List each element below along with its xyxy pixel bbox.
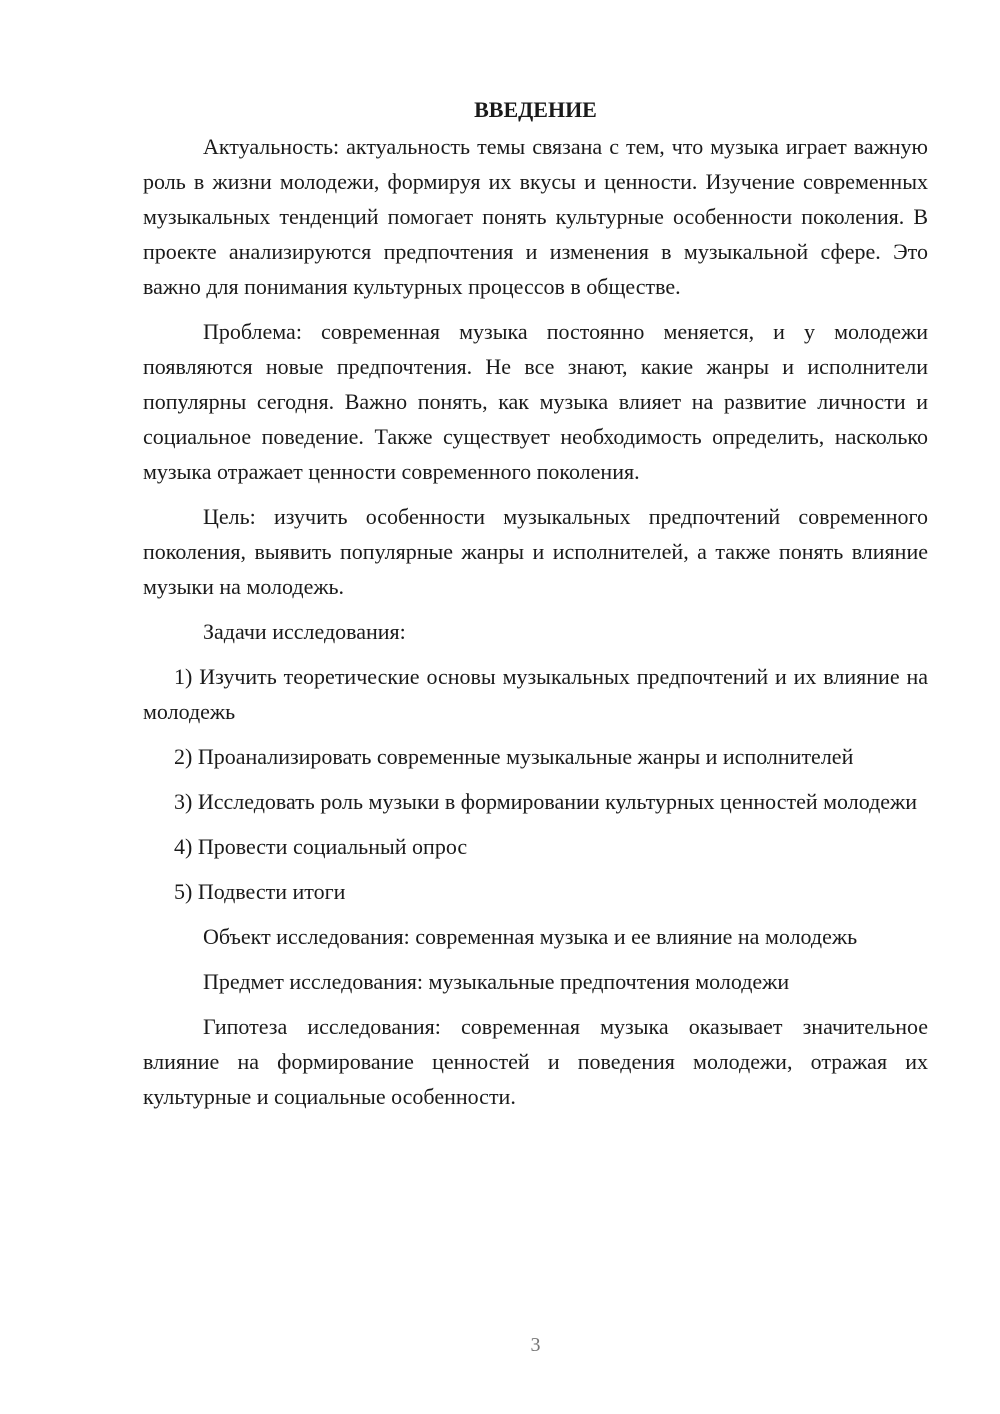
tasks-heading: Задачи исследования: — [203, 619, 406, 644]
subject-paragraph: Предмет исследования: музыкальные предпочтения молодежи — [203, 969, 790, 994]
section-heading: ВВЕДЕНИЕ — [474, 97, 597, 122]
problem-paragraph: Проблема: современная музыка постоянно меняется, и у молодежи появляются новые предпочтения. Не все знают, какие жанры и исполнители популярны сегодня. Важно понять, как музыка влияет на развитие личности и социальное поведение. Также существует необходимость определить, насколько музыка отражает ценности современного поколения. — [143, 319, 928, 484]
task-item-2: 2) Проанализировать современные музыкальные жанры и исполнителей — [174, 744, 854, 769]
task-item-3: 3) Исследовать роль музыки в формировании культурных ценностей молодежи — [174, 789, 918, 814]
goal-paragraph: Цель: изучить особенности музыкальных предпочтений современного поколения, выявить популярные жанры и исполнителей, а также понять влияние музыки на молодежь. — [143, 504, 928, 599]
document-page — [143, 92, 928, 1124]
hypothesis-paragraph: Гипотеза исследования: современная музыка оказывает значительное влияние на формирование ценностей и поведения молодежи, отражая их культурные и социальные особенности. — [143, 1014, 928, 1109]
page-number: 3 — [530, 1334, 541, 1356]
task-item-4: 4) Провести социальный опрос — [174, 834, 468, 859]
task-item-5: 5) Подвести итоги — [174, 879, 346, 904]
object-paragraph: Объект исследования: современная музыка и ее влияние на молодежь — [203, 924, 858, 949]
task-item-1: 1) Изучить теоретические основы музыкальных предпочтений и их влияние на молодежь — [143, 664, 928, 724]
relevance-paragraph: Актуальность: актуальность темы связана с тем, что музыка играет важную роль в жизни молодежи, формируя их вкусы и ценности. Изучение современных музыкальных тенденций помогает понять культурные особенности поколения. В проекте анализируются предпочтения и изменения в музыкальной сфере. Это важно для понимания культурных процессов в обществе. — [143, 134, 928, 299]
